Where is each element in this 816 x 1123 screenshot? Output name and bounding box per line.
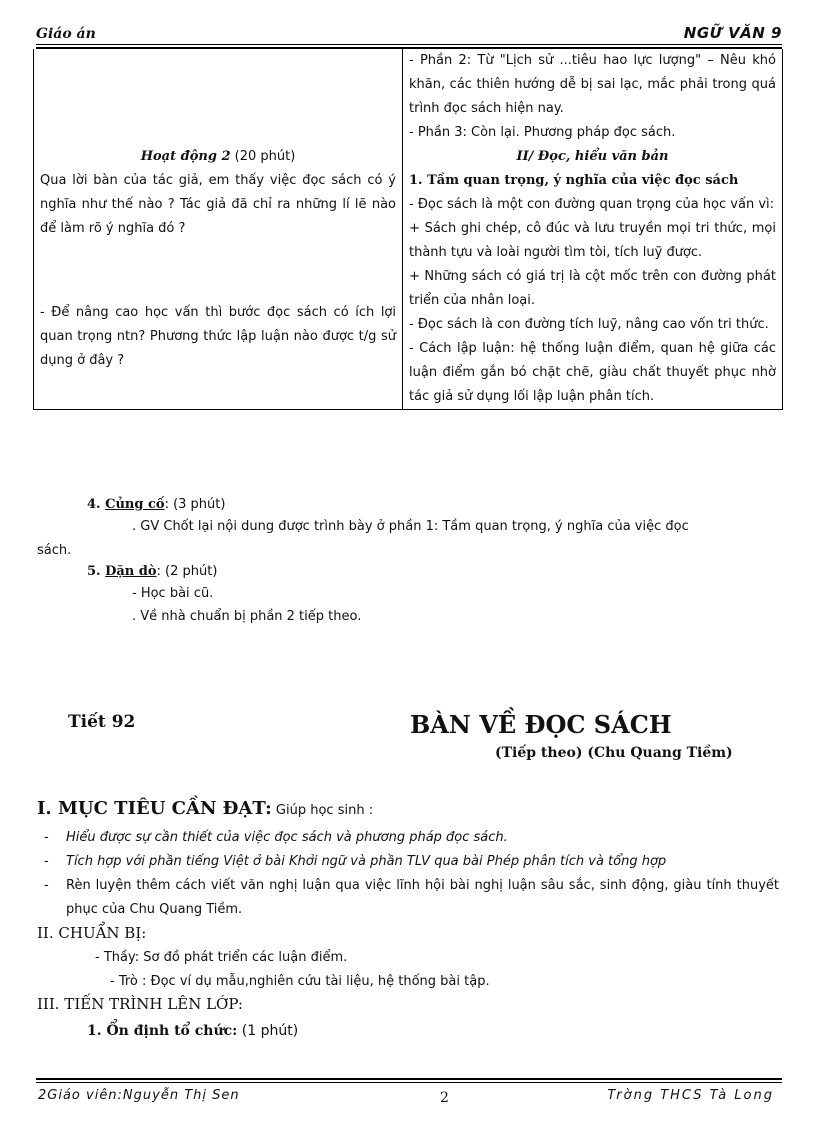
footer-rule-thick (36, 1078, 782, 1080)
lesson-title: BÀN VỀ ĐỌC SÁCH (410, 710, 672, 739)
preparation-item: - Trò : Đọc ví dụ mẫu,nghiên cứu tài liệu, hệ thống bài tập. (110, 974, 490, 989)
procedure-heading: III. TIẾN TRÌNH LÊN LỚP: (37, 995, 243, 1013)
footer-teacher: 2Giáo viên:Nguyễn Thị Sen (38, 1088, 240, 1103)
right-item: - Đọc sách là con đường tích luỹ, nâng cao vốn tri thức. (409, 317, 769, 332)
lesson-subtitle: (Tiếp theo) (Chu Quang Tiềm) (495, 745, 733, 761)
right-top-1: - Phần 2: Từ "Lịch sử ...tiêu hao lực lượng" – Nêu khó khăn, các thiên hướng dễ bị sai lạc, mắc phải trong quá trình đọc sách hiện nay. (409, 53, 776, 116)
right-heading: II/ Đọc, hiểu văn bản (516, 149, 669, 164)
footer-school: Trờng THCS Tà Long (607, 1088, 774, 1103)
lesson-number: Tiết 92 (68, 712, 136, 732)
list-item: - Hiểu được sự cần thiết của việc đọc sách và phương pháp đọc sách. (44, 830, 508, 845)
page-number: 2 (440, 1090, 449, 1106)
activity-heading: Hoạt động 2 (20 phút) (140, 149, 296, 164)
right-item: - Đọc sách là một con đường quan trọng của học vấn vì: (409, 197, 775, 212)
procedure-item: 1. Ổn định tổ chức: (1 phút) (87, 1023, 299, 1039)
preparation-item: - Thầy: Sơ đồ phát triển các luận điểm. (95, 950, 348, 965)
left-question-1: Qua lời bàn của tác giả, em thấy việc đọc sách có ý nghĩa như thế nào ? Tác giả đã chỉ ra những lí lẽ nào để làm rõ ý nghĩa đó ? (40, 173, 396, 236)
right-subheading: 1. Tầm quan trọng, ý nghĩa của việc đọc sách (409, 173, 739, 188)
header-rule (36, 44, 782, 45)
header-left: Giáo án (36, 26, 96, 42)
right-top-2: - Phần 3: Còn lại. Phương pháp đọc sách. (409, 125, 676, 140)
right-item: - Cách lập luận: hệ thống luận điểm, quan hệ giữa các luận điểm gắn bó chặt chẽ, giàu chất thuyết phục nhờ tác giả sử dụng lối lập luận phân tích. (409, 341, 776, 404)
right-item: + Những sách có giá trị là cột mốc trên con đường phát triển của nhân loại. (409, 269, 776, 308)
section-5-item: - Học bài cũ. (132, 586, 214, 601)
table-left-cell (34, 49, 403, 410)
section-5-heading: 5. Dặn dò: (2 phút) (87, 564, 218, 579)
preparation-heading: II. CHUẨN BỊ: (37, 924, 147, 942)
section-4-heading: 4. Củng cố: (3 phút) (87, 497, 226, 512)
page-header (36, 26, 782, 46)
list-item: - Rèn luyện thêm cách viết văn nghị luận qua việc lĩnh hội bài nghị luận sâu sắc, sinh động, giàu tính thuyết phục của Chu Quang Tiềm. (44, 878, 779, 917)
header-right: NGỮ VĂN 9 (683, 24, 782, 42)
lesson-table (33, 49, 783, 410)
section-4-text-cont: sách. (37, 543, 72, 558)
list-item: - Tích hợp với phần tiếng Việt ở bài Khởi ngữ và phần TLV qua bài Phép phân tích và tổng hợp (44, 854, 667, 869)
right-item: + Sách ghi chép, cô đúc và lưu truyền mọi tri thức, mọi thành tựu và loài người tìm tòi, tích luỹ được. (409, 221, 776, 260)
table-right-cell (403, 49, 783, 410)
section-5-item: . Về nhà chuẩn bị phần 2 tiếp theo. (132, 609, 362, 624)
objectives-heading: I. MỤC TIÊU CẦN ĐẠT: Giúp học sinh : (37, 798, 374, 819)
footer-rule (36, 1082, 782, 1083)
section-4-text: . GV Chốt lại nội dung được trình bày ở phần 1: Tầm quan trọng, ý nghĩa của việc đọc (132, 519, 689, 534)
left-question-2: - Để nâng cao học vấn thì bước đọc sách có ích lợi quan trọng ntn? Phương thức lập luận nào được t/g sử dụng ở đây ? (40, 305, 396, 368)
